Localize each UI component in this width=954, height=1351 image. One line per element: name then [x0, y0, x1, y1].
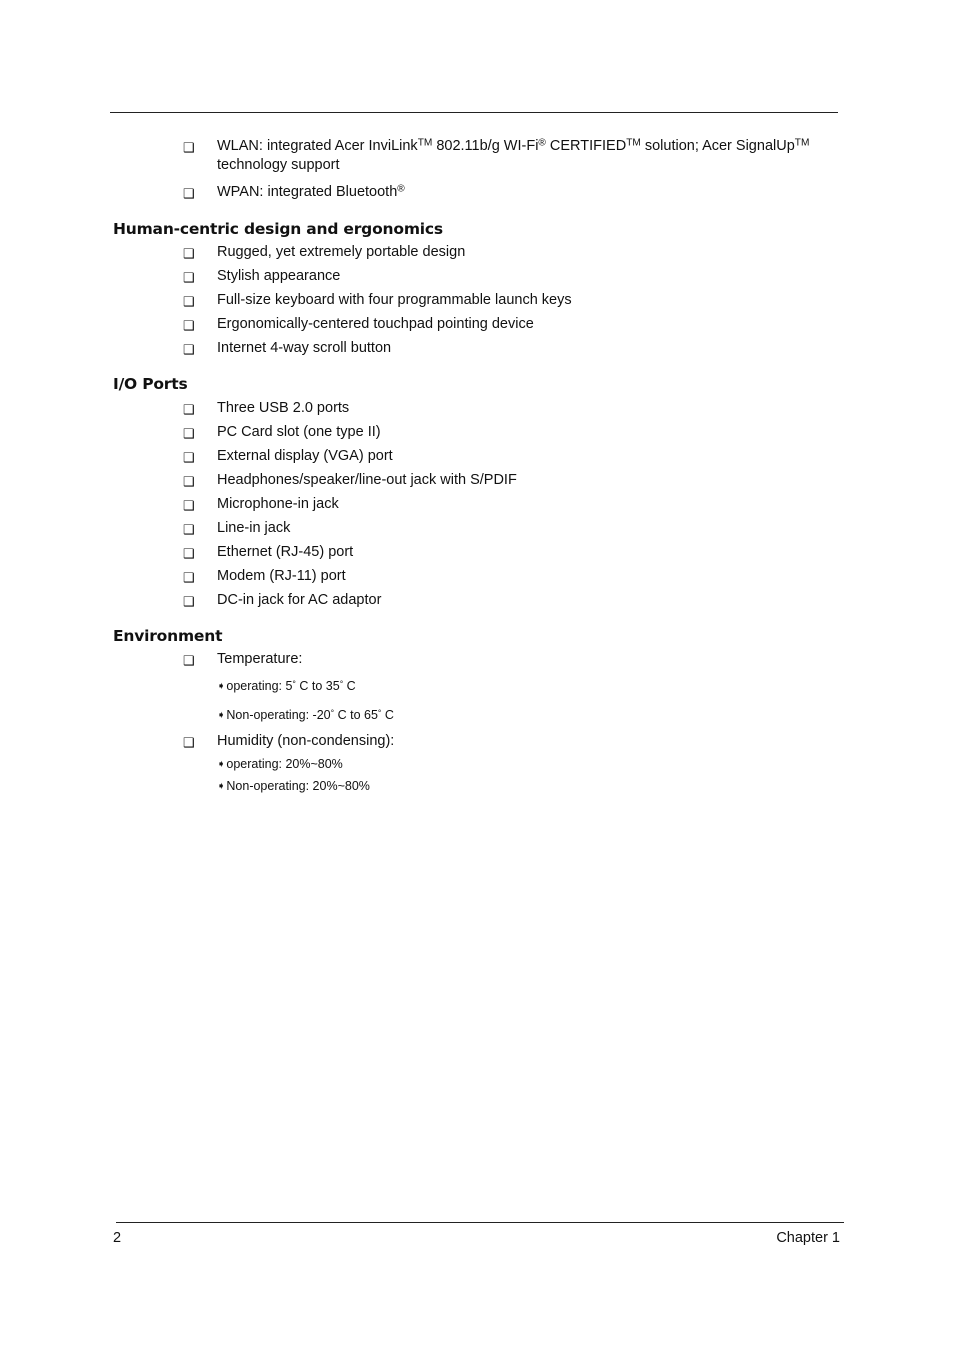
section-heading-environment: Environment — [113, 627, 223, 645]
checkbox-bullet-icon: ❑ — [183, 735, 195, 750]
list-item: Line-in jack — [217, 520, 291, 536]
checkbox-bullet-icon: ❑ — [183, 342, 195, 357]
checkbox-bullet-icon: ❑ — [183, 498, 195, 513]
section-heading-io-ports: I/O Ports — [113, 375, 188, 393]
humidity-non-operating: ➧Non-operating: 20%~80% — [217, 779, 370, 793]
footer-rule — [116, 1222, 844, 1223]
temperature-operating: ➧operating: 5° C to 35° C — [217, 678, 356, 693]
checkbox-bullet-icon: ❑ — [183, 294, 195, 309]
checkbox-bullet-icon: ❑ — [183, 474, 195, 489]
wlan-item-line2: technology support — [217, 157, 340, 173]
list-item: Full-size keyboard with four programmable launch keys — [217, 292, 572, 308]
list-item: Three USB 2.0 ports — [217, 400, 350, 416]
checkbox-bullet-icon: ❑ — [183, 546, 195, 561]
degree-sign: ° — [339, 678, 344, 689]
chapter-label: Chapter 1 — [776, 1230, 840, 1246]
humidity-item: Humidity (non-condensing): — [217, 733, 395, 749]
checkbox-bullet-icon: ❑ — [183, 570, 195, 585]
checkbox-bullet-icon: ❑ — [183, 653, 195, 668]
arrow-bullet-icon: ➧ — [217, 710, 226, 721]
arrow-bullet-icon: ➧ — [217, 781, 226, 792]
checkbox-bullet-icon: ❑ — [183, 270, 195, 285]
list-item: Microphone-in jack — [217, 496, 339, 512]
checkbox-bullet-icon: ❑ — [183, 318, 195, 333]
arrow-bullet-icon: ➧ — [217, 759, 226, 770]
wpan-item: WPAN: integrated Bluetooth® — [217, 183, 405, 200]
list-item: Headphones/speaker/line-out jack with S/PDIF — [217, 472, 517, 488]
checkbox-bullet-icon: ❑ — [183, 426, 195, 441]
list-item: Internet 4-way scroll button — [217, 340, 392, 356]
degree-sign: ° — [330, 707, 335, 718]
humidity-operating: ➧operating: 20%~80% — [217, 757, 343, 771]
checkbox-bullet-icon: ❑ — [183, 246, 195, 261]
list-item: Ergonomically-centered touchpad pointing device — [217, 316, 534, 332]
list-item: PC Card slot (one type II) — [217, 424, 381, 440]
temperature-non-operating: ➧Non-operating: -20° C to 65° C — [217, 707, 394, 722]
list-item: Modem (RJ-11) port — [217, 568, 346, 584]
checkbox-bullet-icon: ❑ — [183, 450, 195, 465]
list-item: DC-in jack for AC adaptor — [217, 592, 382, 608]
list-item: Ethernet (RJ-45) port — [217, 544, 354, 560]
section-heading-human-centric: Human-centric design and ergonomics — [113, 220, 443, 238]
degree-sign: ° — [377, 707, 382, 718]
list-item: Rugged, yet extremely portable design — [217, 244, 466, 260]
list-item: External display (VGA) port — [217, 448, 393, 464]
checkbox-bullet-icon: ❑ — [183, 186, 195, 201]
header-rule — [110, 112, 838, 113]
checkbox-bullet-icon: ❑ — [183, 140, 195, 155]
page-number: 2 — [113, 1230, 122, 1246]
wlan-item: WLAN: integrated Acer InviLink™ 802.11b/g WI-Fi® CERTIFIED™ solution; Acer SignalUp™ — [217, 137, 810, 154]
checkbox-bullet-icon: ❑ — [183, 402, 195, 417]
checkbox-bullet-icon: ❑ — [183, 522, 195, 537]
checkbox-bullet-icon: ❑ — [183, 594, 195, 609]
degree-sign: ° — [292, 678, 296, 689]
temperature-item: Temperature: — [217, 651, 303, 667]
arrow-bullet-icon: ➧ — [217, 681, 226, 692]
list-item: Stylish appearance — [217, 268, 341, 284]
